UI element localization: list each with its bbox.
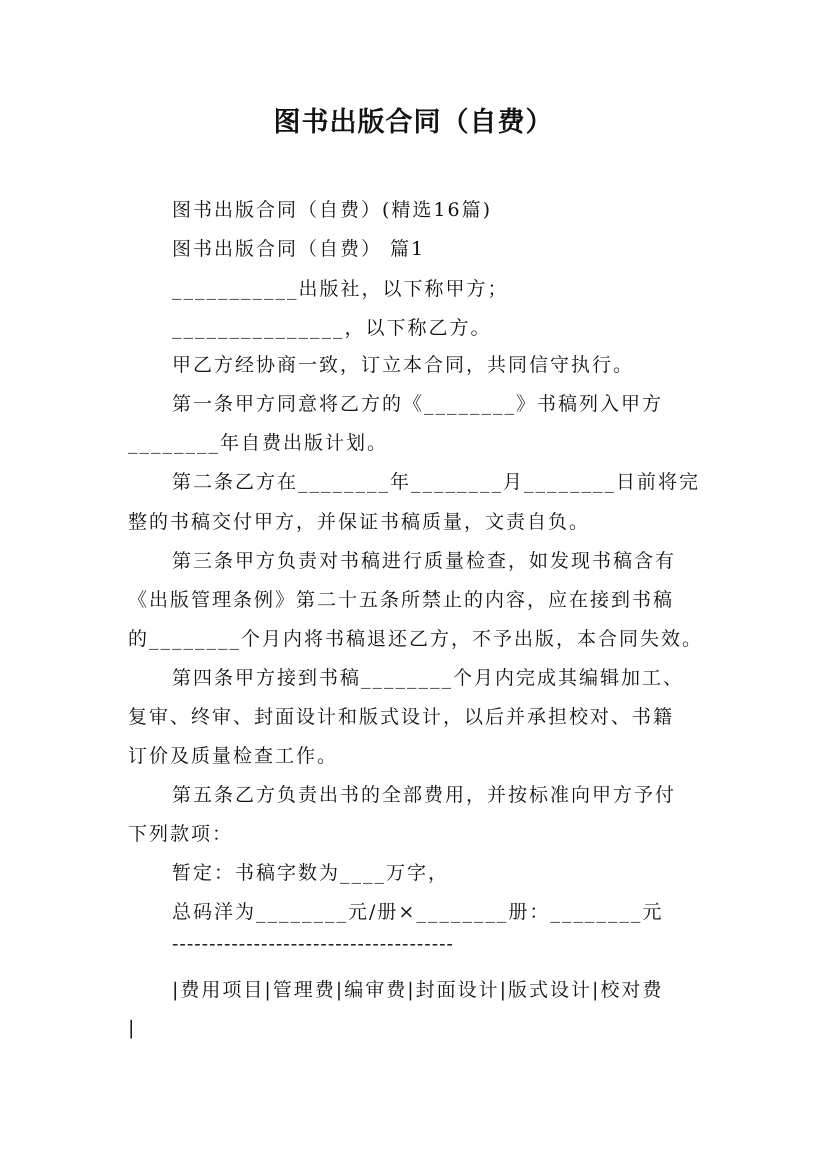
paragraph-line: 整的书稿交付甲方，并保证书稿质量，文责自负。 bbox=[128, 511, 591, 533]
paragraph-line: 图书出版合同（自费）(精选16篇) bbox=[172, 199, 493, 221]
paragraph-line: 下列款项： bbox=[128, 823, 234, 845]
paragraph-line: 甲乙方经协商一致，订立本合同，共同信守执行。 bbox=[172, 354, 635, 376]
paragraph-line: 总码洋为________元/册×________册：________元 bbox=[172, 901, 664, 923]
paragraph-line: 第三条甲方负责对书稿进行质量检查，如发现书稿含有 bbox=[172, 550, 677, 572]
paragraph-line: 第五条乙方负责出书的全部费用，并按标准向甲方予付 bbox=[172, 784, 677, 806]
paragraph-line: 图书出版合同（自费） 篇1 bbox=[172, 238, 426, 260]
paragraph-line: _______________，以下称乙方。 bbox=[172, 317, 492, 339]
table-row-fragment: | bbox=[128, 1017, 137, 1039]
paragraph-line: 第二条乙方在________年________月________日前将完 bbox=[172, 471, 701, 493]
paragraph-line: 第四条甲方接到书稿________个月内完成其编辑加工、 bbox=[172, 667, 685, 689]
table-rule-line: -------------------------------------- bbox=[172, 933, 454, 955]
paragraph-line: ________年自费出版计划。 bbox=[128, 432, 389, 454]
paragraph-line: 的________个月内将书稿退还乙方，不予出版，本合同失效。 bbox=[128, 628, 704, 650]
paragraph-line: 订价及质量检查工作。 bbox=[128, 745, 339, 767]
paragraph-line: 暂定：书稿字数为____万字， bbox=[172, 862, 450, 884]
paragraph-line: ___________出版社，以下称甲方； bbox=[172, 278, 509, 300]
paragraph-line: 《出版管理条例》第二十五条所禁止的内容，应在接到书稿 bbox=[128, 589, 675, 611]
table-header-row: |费用项目|管理费|编审费|封面设计|版式设计|校对费 bbox=[172, 979, 664, 1001]
paragraph-line: 复审、终审、封面设计和版式设计，以后并承担校对、书籍 bbox=[128, 706, 675, 728]
paragraph-line: 第一条甲方同意将乙方的《________》书稿列入甲方 bbox=[172, 393, 664, 415]
document-title: 图书出版合同（自费） bbox=[273, 107, 554, 138]
